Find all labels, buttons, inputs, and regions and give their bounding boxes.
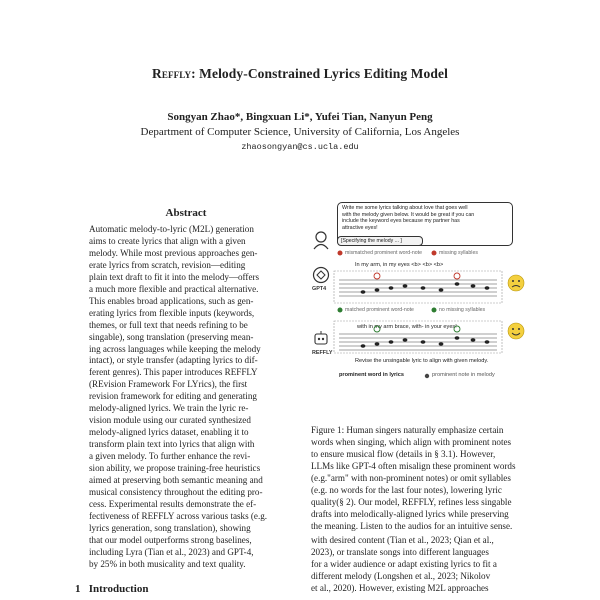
abstract-line: intact), or style transfer (adapting lyrics to dif- bbox=[89, 355, 258, 366]
happy-face-icon bbox=[507, 322, 525, 340]
bottom-legend-right: prominent note in melody bbox=[432, 372, 495, 378]
caption-line: quality(§ 2). Our model, REFFLY, refines less singable bbox=[311, 496, 512, 507]
abstract-heading: Abstract bbox=[165, 207, 207, 219]
abstract-line: ferent genres). This paper introduces REFFLY bbox=[89, 367, 258, 378]
body-line: 2023), or translate songs into different languages bbox=[311, 546, 489, 557]
abstract-line: fectiveness of REFFLY across various tasks (e.g. bbox=[89, 510, 268, 521]
no-missing-icon bbox=[431, 307, 437, 313]
bottom-legend-left: prominent word in lyrics bbox=[339, 372, 404, 378]
figure-caption bbox=[311, 425, 532, 533]
missing-icon bbox=[431, 250, 437, 256]
abstract-line: musical consistency throughout the editing pro- bbox=[89, 486, 263, 497]
legend-mismatch: mismatched prominent word-note bbox=[345, 250, 422, 256]
title-rest: : Melody-Constrained Lyrics Editing Model bbox=[191, 66, 448, 81]
abstract-line: This enables broad applications, such as gen- bbox=[89, 295, 254, 306]
reffly-label: REFFLY bbox=[312, 350, 333, 356]
abstract-line: aimed at preserving both semantic meaning and bbox=[89, 475, 263, 486]
legend-no-missing: no missing syllables bbox=[439, 307, 486, 313]
section-title: Introduction bbox=[88, 583, 149, 595]
abstract-line: melody-aligned lyrics dataset, enabling it to bbox=[89, 427, 249, 438]
abstract-line: sion ability, we propose training-free heuristics bbox=[89, 463, 261, 474]
reffly-robot-icon bbox=[312, 330, 330, 348]
abstract-line: melody. While most previous approaches gen- bbox=[89, 247, 258, 258]
abstract-line: ing across languages while keeping the melody bbox=[89, 343, 261, 354]
email: zhaosongyan@cs.ucla.edu bbox=[241, 142, 359, 152]
gpt4-logo-icon bbox=[312, 266, 330, 284]
caption-line: Figure 1: Human singers naturally emphasize certain bbox=[311, 425, 504, 435]
paper-title bbox=[0, 66, 600, 82]
user-avatar-icon bbox=[311, 230, 331, 250]
caption-line: to ensure musical flow (details in § 3.1). However, bbox=[311, 448, 496, 459]
title-prefix: Reffly bbox=[152, 66, 192, 81]
caption-line: LLMs like GPT-4 often misalign these prominent words bbox=[311, 460, 516, 471]
abstract-line: themes, or full text that needs refining to be bbox=[89, 319, 248, 330]
abstract-line: (REvision Framework For LYrics), the first bbox=[89, 379, 248, 390]
caption-line: the meaning. Listen to the audios for an intuitive sense. bbox=[311, 520, 513, 531]
body-line: different melody (Longshen et al., 2023; Nikolov bbox=[311, 570, 491, 581]
abstract-line: vision module using our curated synthesized bbox=[89, 415, 251, 426]
body-line: with desired content (Tian et al., 2023; Qian et al., bbox=[311, 535, 494, 545]
abstract-line: lyrics generation, song translation), showing bbox=[89, 522, 251, 533]
caption-line: words when singing, which align with prominent notes bbox=[311, 436, 512, 447]
abstract-line: that our model outperforms strong baselines, bbox=[89, 534, 252, 545]
caption-line: (e.g."arm" with non-prominent notes) or omit syllables bbox=[311, 472, 511, 483]
abstract-line: by 25% in both musicality and text quality. bbox=[89, 558, 246, 569]
abstract-line: including Lyra (Tian et al., 2023) and GPT-4, bbox=[89, 546, 254, 557]
mismatch-icon bbox=[337, 250, 343, 256]
prompt-line: Write me some lyrics talking about love that goes well bbox=[342, 205, 468, 211]
note-legend-icon bbox=[424, 373, 430, 379]
abstract-line: transform plain text into lyrics that align with bbox=[89, 439, 255, 450]
abstract-line: a given melody. To further enhance the revi- bbox=[89, 451, 251, 462]
abstract-line: erate lyrics from scratch, revision—editing bbox=[89, 259, 246, 270]
figure-1 bbox=[309, 200, 534, 382]
gpt4-lyrics: In my arm, in my eyes <b> <b> <b> bbox=[355, 262, 444, 268]
abstract-line: Automatic melody-to-lyric (M2L) generation bbox=[89, 224, 254, 234]
sad-face-icon bbox=[507, 274, 525, 292]
intro-body-right bbox=[311, 535, 532, 595]
legend-missing: missing syllables bbox=[439, 250, 478, 256]
reffly-lyrics: with in my arm brace, with- in your eyes! bbox=[357, 324, 457, 330]
abstract-line: plain text draft to fit it into the melody—offers bbox=[89, 271, 260, 282]
prompt-line: with the melody given below. It would be great if you can bbox=[342, 211, 475, 218]
abstract-line: cess. Experimental results demonstrate the ef- bbox=[89, 498, 257, 509]
revise-instruction: Revise the unsingable lyric to align with given melody. bbox=[355, 358, 489, 364]
legend-match: matched prominent word-note bbox=[345, 307, 414, 313]
prompt-line: attractive eyes! bbox=[342, 224, 378, 231]
section-heading bbox=[75, 583, 148, 595]
abstract-line: a much more flexible and practical alternative. bbox=[89, 283, 259, 294]
abstract-line: aims to create lyrics that align with a given bbox=[89, 235, 246, 246]
body-line: for a wider audience or adapt existing lyrics to fit a bbox=[311, 558, 497, 569]
caption-line: drafts into melodically-aligned lyrics while preserving bbox=[311, 508, 509, 519]
abstract-line: melody-aligned lyrics. We train the lyric re- bbox=[89, 403, 249, 414]
authors: Songyan Zhao*, Bingxuan Li*, Yufei Tian, Nanyun Peng bbox=[167, 111, 433, 123]
gpt4-staff bbox=[333, 270, 503, 304]
abstract-line: singable), song translation (preserving mean- bbox=[89, 331, 254, 342]
body-line: et al., 2020). However, existing M2L approaches bbox=[311, 582, 489, 593]
abstract-line: revision framework for editing and generating bbox=[89, 391, 257, 402]
section-number: 1 bbox=[75, 583, 81, 595]
abstract-line: erating lyrics from flexible inputs (keywords, bbox=[89, 307, 255, 318]
gpt4-label: GPT4 bbox=[312, 286, 327, 292]
prompt-line: include the keyword eyes because my partner has bbox=[342, 218, 460, 225]
abstract-body bbox=[89, 224, 284, 571]
specify-melody-box: [Specifying the melody ... ] bbox=[337, 236, 423, 246]
match-icon bbox=[337, 307, 343, 313]
caption-line: (e.g. no words for the last four notes), lowering lyric bbox=[311, 484, 502, 495]
affiliation: Department of Computer Science, University of California, Los Angeles bbox=[140, 126, 460, 138]
reffly-staff bbox=[333, 320, 503, 354]
